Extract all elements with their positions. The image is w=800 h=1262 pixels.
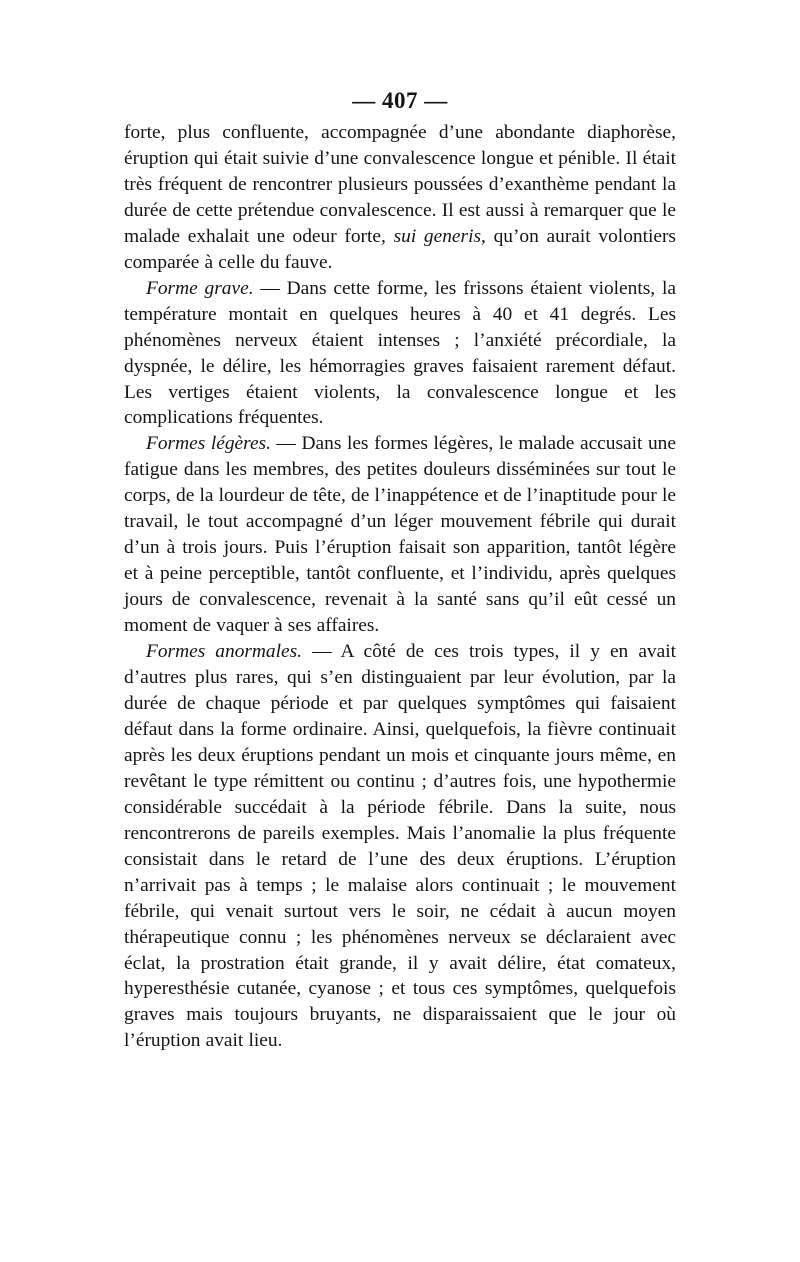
paragraph-continuation xyxy=(124,120,676,276)
section-heading: Formes anormales. xyxy=(146,641,303,663)
page-number: — 407 — xyxy=(352,88,448,113)
paragraph-formes-anormales xyxy=(124,639,676,1054)
paragraph-body: — Dans les formes légères, le malade accusait une fatigue dans les membres, des petites douleurs disséminées sur tout le corps, de la lourdeur de tête, de l’inappétence et de l’inaptitude pour le travail, le tout accompagné d’un léger mouvement fébrile qui durait d’un à trois jours. Puis l’éruption faisait son apparition, tantôt légère et à peine perceptible, tantôt confluente, et l’individu, après quelques jours de convalescence, revenait à la santé sans qu’il eût cessé un moment de vaquer à ses affaires. xyxy=(124,433,676,637)
latin-phrase: sui generis xyxy=(393,225,482,247)
body-text xyxy=(124,120,676,1054)
text-segment: , qu’on aurait volontiers comparée à celle du fauve. xyxy=(124,225,676,273)
section-heading: Formes légères. xyxy=(146,433,271,455)
paragraph-formes-legeres xyxy=(124,431,676,639)
section-heading: Forme grave. xyxy=(146,277,254,299)
paragraph-body: — Dans cette forme, les frissons étaient violents, la température montait en quelques heures à 40 et 41 degrés. Les phénomènes nerveux étaient intenses ; l’anxiété précordiale, la dyspnée, le délire, les hémorragies graves faisaient rarement défaut. Les vertiges étaient violents, la convalescence longue et les complications fréquentes. xyxy=(124,277,676,429)
text-segment: forte, plus confluente, accompagnée d’une abondante diaphorèse, éruption qui était suivie d’une convalescence longue et pénible. Il était très fréquent de rencontrer plusieurs poussées d’exanthème pendant la durée de cette prétendue convalescence. Il est aussi à remarquer que le malade exhalait une odeur forte, xyxy=(124,122,676,247)
paragraph-body: — A côté de ces trois types, il y en avait d’autres plus rares, qui s’en distinguaient par leur évolution, par la durée de chaque période et par quelques symptômes qui faisaient défaut dans la forme ordinaire. Ainsi, quelquefois, la fièvre continuait après les deux éruptions pendant un mois et cinquante jours même, en revêtant le type rémittent ou continu ; d’autres fois, une hypothermie considérable succédait à la période fébrile. Dans la suite, nous rencontrerons de pareils exemples. Mais l’anomalie la plus fréquente consistait dans le retard de l’une des deux éruptions. L’éruption n’arrivait pas à temps ; le malaise alors continuait ; le mouvement fébrile, qui venait surtout vers le soir, ne cédait à aucun moyen thérapeutique connu ; les phénomènes nerveux se déclaraient avec éclat, la prostration était grande, il y avait délire, état comateux, hyperesthésie cutanée, cyanose ; et tous ces symptômes, quelquefois graves mais toujours bruyants, ne disparaissaient que le jour où l’éruption avait lieu. xyxy=(124,641,676,1052)
paragraph-forme-grave xyxy=(124,276,676,432)
